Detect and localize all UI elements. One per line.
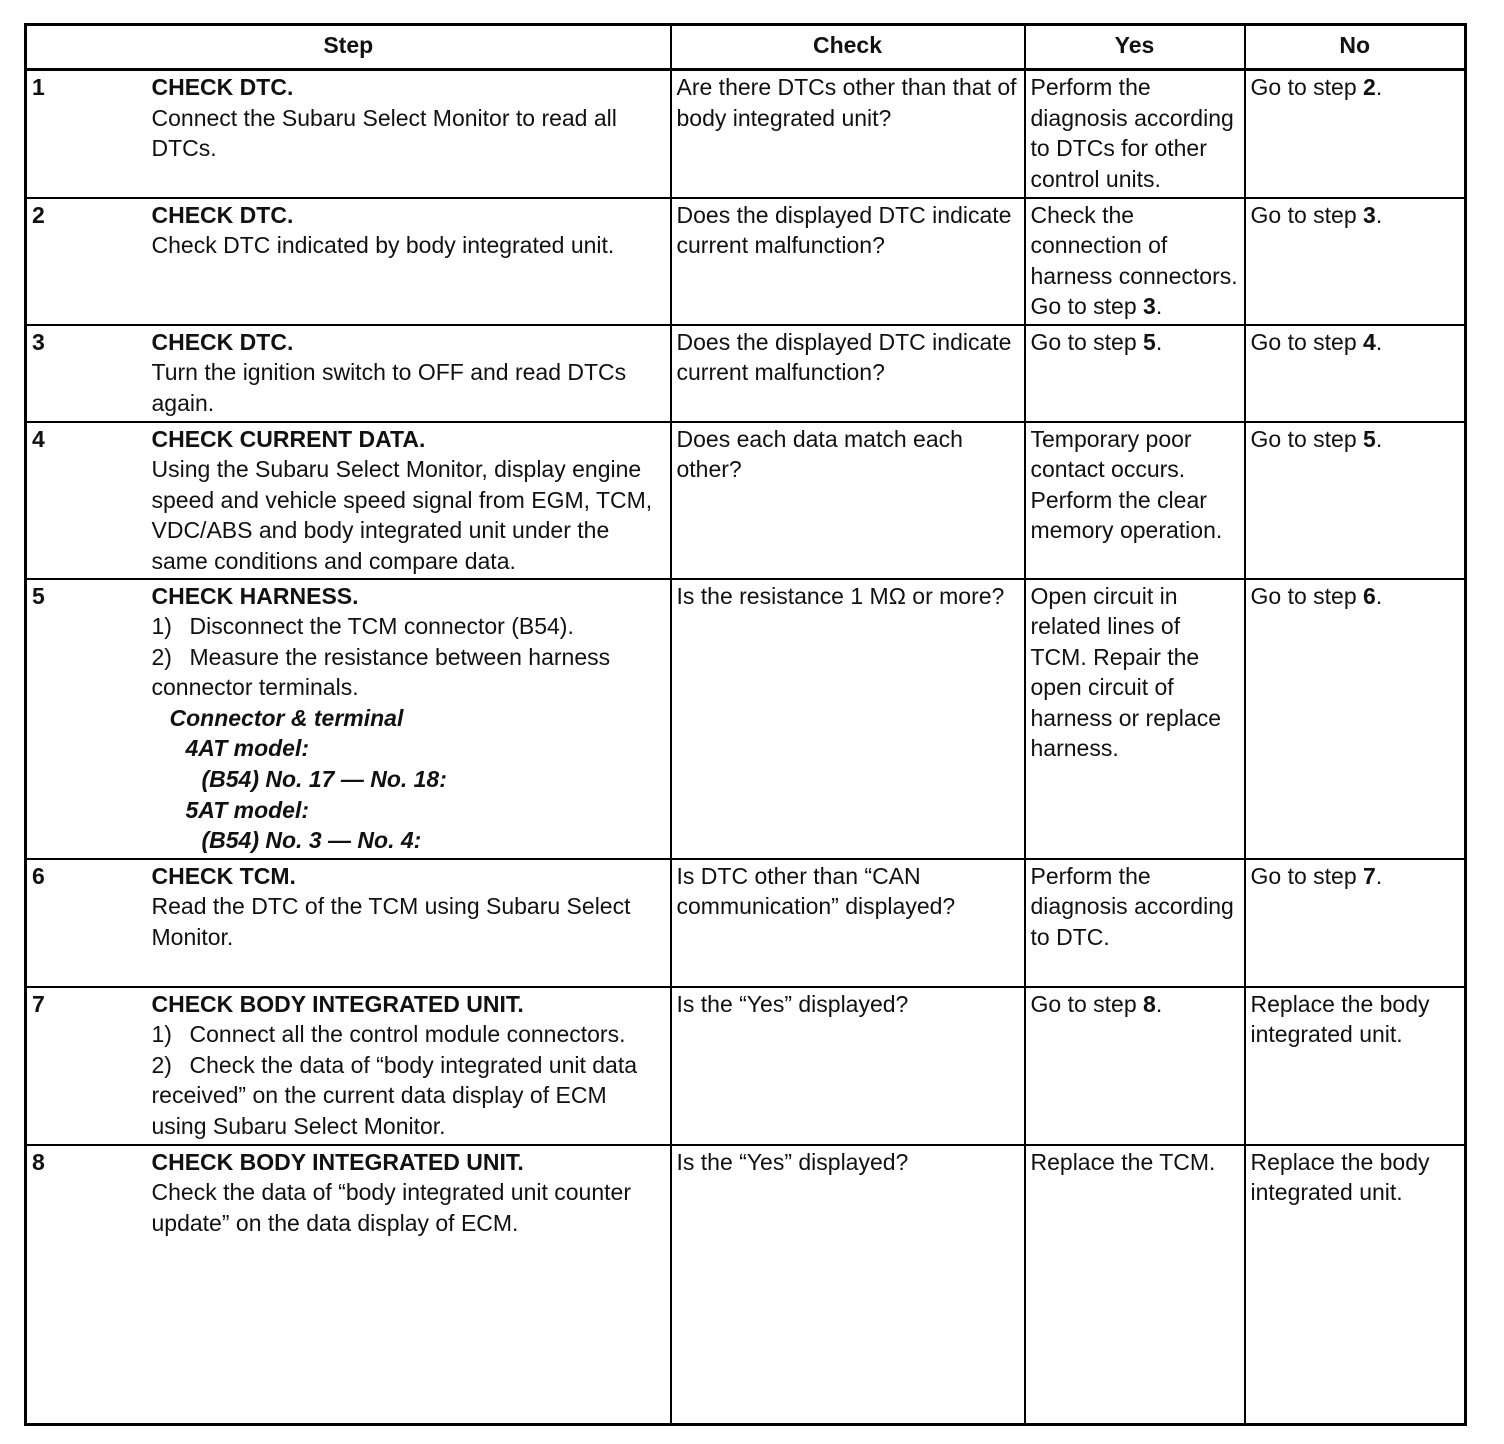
header-row (26, 25, 1466, 70)
step-title: CHECK HARNESS. (151, 582, 359, 609)
substep-number: 2) (151, 1051, 172, 1078)
substep-text: Measure the resistance between harness connector terminals. (151, 643, 611, 701)
step-cell (147, 579, 671, 859)
no-cell (1245, 579, 1466, 859)
yes-suffix: . (1155, 328, 1163, 355)
check-cell: Is DTC other than “CAN communication” displayed? (671, 859, 1025, 987)
diagnostic-procedure (24, 23, 1467, 1426)
no-text: Go to step (1250, 328, 1364, 355)
substep-text: Check the data of “body integrated unit data received” on the current data display of ECM using Subaru Select Monitor. (151, 1051, 638, 1139)
step-number: 1 (26, 70, 147, 198)
step-cell (147, 422, 671, 579)
yes-cell: Perform the diagnosis according to DTC. (1025, 859, 1245, 987)
step-description: Turn the ignition switch to OFF and read DTCs again. (151, 359, 627, 416)
substep-text: Connect all the control module connectors. (189, 1021, 626, 1048)
step-description: Check DTC indicated by body integrated unit. (151, 232, 615, 259)
yes-cell (1025, 987, 1245, 1145)
header-yes: Yes (1025, 25, 1245, 70)
table-row (26, 198, 1466, 325)
yes-cell (1025, 198, 1245, 325)
check-cell: Is the “Yes” displayed? (671, 1145, 1025, 1425)
spec-terminal: (B54) No. 3 — No. 4: (201, 827, 422, 854)
no-cell (1245, 422, 1466, 579)
step-cell (147, 70, 671, 198)
no-suffix: . (1375, 328, 1383, 355)
no-text: Go to step (1250, 862, 1364, 889)
step-ref: 3 (1143, 293, 1156, 320)
substep-number: 1) (151, 1021, 172, 1048)
step-number: 3 (26, 325, 147, 422)
yes-suffix: . (1155, 990, 1163, 1017)
step-title: CHECK DTC. (151, 201, 294, 228)
substep-number: 1) (151, 613, 172, 640)
no-suffix: . (1375, 582, 1383, 609)
step-description: Check the data of “body integrated unit counter update” on the data display of ECM. (151, 1179, 631, 1236)
step-number: 8 (26, 1145, 147, 1425)
table-row (26, 859, 1466, 987)
step-ref: 7 (1363, 862, 1376, 889)
check-cell: Are there DTCs other than that of body integrated unit? (671, 70, 1025, 198)
substep (152, 1050, 665, 1142)
no-text: Go to step (1250, 74, 1364, 100)
no-cell (1245, 859, 1466, 987)
no-text: Go to step (1250, 201, 1364, 228)
no-suffix: . (1375, 425, 1383, 452)
yes-cell (1025, 325, 1245, 422)
step-description: Using the Subaru Select Monitor, display engine speed and vehicle speed signal from EGM, TCM, VDC/ABS and body integrated unit under the same conditions and compare data. (151, 456, 653, 574)
yes-cell: Perform the diagnosis according to DTCs for other control units. (1025, 70, 1245, 198)
step-ref: 2 (1363, 74, 1376, 100)
step-cell (147, 325, 671, 422)
step-title: CHECK DTC. (151, 328, 294, 355)
step-ref: 5 (1143, 328, 1156, 355)
table-row (26, 325, 1466, 422)
step-description: Read the DTC of the TCM using Subaru Select Monitor. (151, 893, 631, 950)
no-cell (1245, 70, 1466, 198)
step-ref: 8 (1143, 990, 1156, 1017)
no-text: Go to step (1250, 582, 1364, 609)
table-row (26, 70, 1466, 198)
step-number: 6 (26, 859, 147, 987)
table-row (26, 987, 1466, 1145)
table-row (26, 422, 1466, 579)
yes-suffix: . (1155, 293, 1163, 320)
yes-cell: Open circuit in related lines of TCM. Repair the open circuit of harness or replace harness. (1025, 579, 1245, 859)
table-row (26, 579, 1466, 859)
step-cell (147, 859, 671, 987)
substep-text: Disconnect the TCM connector (B54). (189, 613, 574, 640)
step-description: Connect the Subaru Select Monitor to read all DTCs. (151, 104, 617, 162)
check-cell: Does each data match each other? (671, 422, 1025, 579)
step-title: CHECK TCM. (151, 862, 296, 889)
yes-text: Go to step (1030, 328, 1144, 355)
no-cell: Replace the body integrated unit. (1245, 987, 1466, 1145)
header-check: Check (671, 25, 1025, 70)
check-cell: Does the displayed DTC indicate current malfunction? (671, 325, 1025, 422)
step-cell (147, 198, 671, 325)
step-cell (147, 987, 671, 1145)
step-number: 4 (26, 422, 147, 579)
step-ref: 5 (1363, 425, 1376, 452)
step-number: 5 (26, 579, 147, 859)
step-title: CHECK DTC. (151, 74, 294, 100)
header-step: Step (26, 25, 671, 70)
step-title: CHECK CURRENT DATA. (151, 425, 426, 452)
substep-number: 2) (151, 643, 172, 670)
no-text: Go to step (1250, 425, 1364, 452)
spec-model: 4AT model: (185, 735, 310, 762)
yes-cell: Replace the TCM. (1025, 1145, 1245, 1425)
no-cell (1245, 325, 1466, 422)
substep (152, 1019, 665, 1050)
step-title: CHECK BODY INTEGRATED UNIT. (151, 1148, 524, 1175)
check-cell: Is the resistance 1 MΩ or more? (671, 579, 1025, 859)
step-title: CHECK BODY INTEGRATED UNIT. (151, 990, 524, 1017)
step-ref: 6 (1363, 582, 1376, 609)
yes-text: Check the connection of harness connectors. Go to step (1030, 201, 1238, 320)
no-suffix: . (1375, 74, 1383, 100)
yes-text: Go to step (1030, 990, 1144, 1017)
step-number: 7 (26, 987, 147, 1145)
step-ref: 3 (1363, 201, 1376, 228)
no-suffix: . (1375, 201, 1383, 228)
spec-terminal: (B54) No. 17 — No. 18: (201, 766, 447, 793)
table-row (26, 1145, 1466, 1425)
substep (152, 642, 665, 703)
spec-model: 5AT model: (185, 796, 310, 823)
yes-cell: Temporary poor contact occurs. Perform the clear memory operation. (1025, 422, 1245, 579)
step-ref: 4 (1363, 328, 1376, 355)
diagnostic-table (24, 23, 1467, 1426)
no-cell: Replace the body integrated unit. (1245, 1145, 1466, 1425)
check-cell: Does the displayed DTC indicate current malfunction? (671, 198, 1025, 325)
substep (152, 611, 665, 642)
check-cell: Is the “Yes” displayed? (671, 987, 1025, 1145)
no-suffix: . (1375, 862, 1383, 889)
step-cell (147, 1145, 671, 1425)
no-cell (1245, 198, 1466, 325)
header-no: No (1245, 25, 1466, 70)
step-number: 2 (26, 198, 147, 325)
spec-heading: Connector & terminal (169, 704, 404, 731)
